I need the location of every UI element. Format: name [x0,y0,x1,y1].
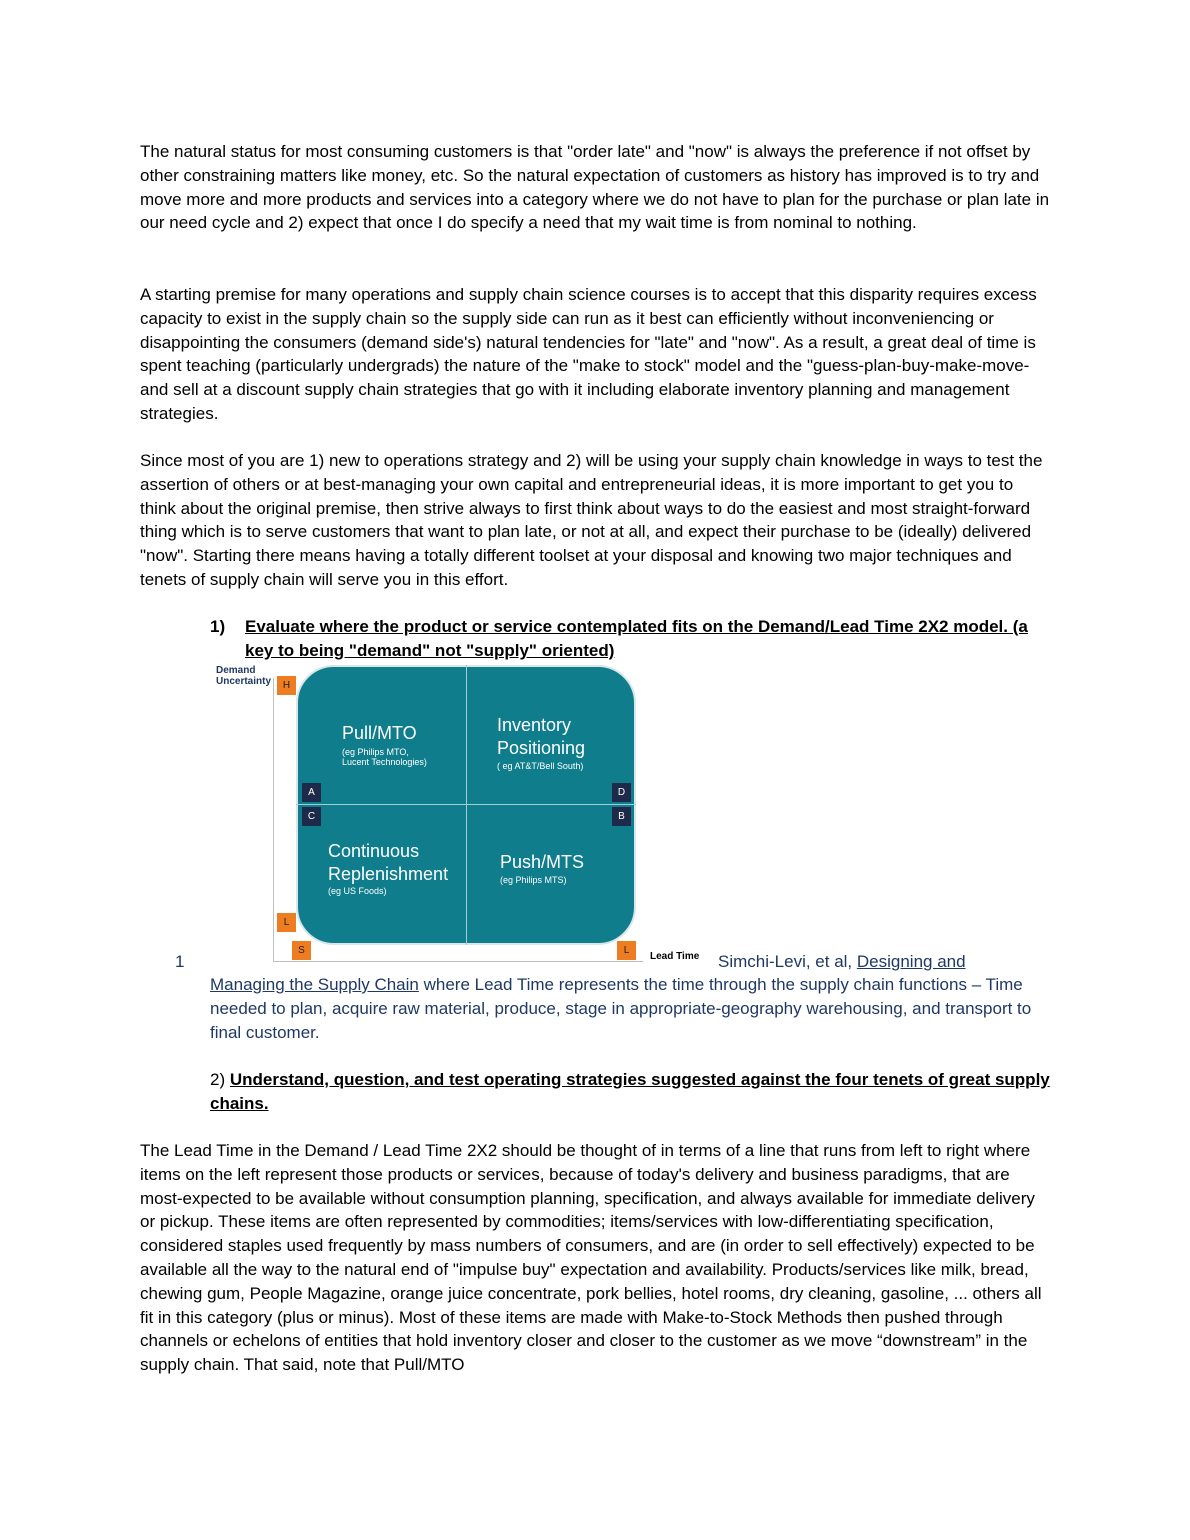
quadrant-continuous-title-2: Replenishment [328,864,449,884]
numbered-item-2 [210,1068,1055,1116]
item-1-number: 1) [210,617,226,636]
quadrant-continuous-example: (eg US Foods) [328,886,387,896]
tag-short: S [292,941,311,960]
tag-a: A [302,783,321,802]
quadrant-horizontal-divider [296,804,636,805]
paragraph-customer-status: The natural status for most consuming customers is that "order late" and "now" is always the preference if not offset by other constraining matters like money, etc. So the natural expectation of customers as history has improved is to try and move more and more products and services into a category where we do not have to plan for the purchase or plan late in our need cycle and 2) expect that once I do specify a need that my wait time is from nominal to nothing. [140,142,1050,233]
quadrant-push-mts-example: (eg Philips MTS) [500,875,567,885]
citation-book-title-part-1[interactable]: Designing and [856,952,966,971]
citation-line-1 [718,950,966,974]
x-axis-line [273,961,643,962]
item-2-number: 2) [210,1070,230,1089]
y-axis-line [273,678,274,961]
tag-d: D [612,783,631,802]
quadrant-pull-mto-example-2: Lucent Technologies) [342,757,427,767]
quadrant-inventory-title-2: Positioning [497,738,586,758]
paragraph-lead-time: The Lead Time in the Demand / Lead Time 2X2 should be thought of in terms of a line that runs from left to right where items on the left represent those products or services, because of today's delivery and business paradigms, that are most-expected to be available without consumption planning, specification, and always available for immediate delivery or pickup. These items are often represented by commodities; items/services with low-differentiating specification, considered staples used frequently by mass numbers of consumers, and are (in order to sell effectively) expected to be available all the way to the natural end of "impulse buy" expectation and availability. Products/services like milk, bread, chewing gum, People Magazine, orange juice concentrate, pork bellies, hotel rooms, dry cleaning, gasoline, ... others all fit in this category (plus or minus). Most of these items are made with Make-to-Stock Methods then pushed through channels or echelons of entities that hold inventory closer and closer to the customer as we move “downstream” in the supply chain. That said, note that Pull/MTO [140,1141,1042,1375]
quadrant-pull-mto-title: Pull/MTO [342,723,417,743]
quadrant-inventory-title-1: Inventory [497,715,572,735]
tag-low-demand: L [277,913,296,932]
quadrant-push-mts-title: Push/MTS [500,852,585,872]
quadrant-vertical-divider [466,665,467,945]
demand-lead-time-2x2-figure [210,662,710,967]
paragraph-starting-premise: A starting premise for many operations and supply chain science courses is to accept that this disparity requires excess capacity to exist in the supply chain so the supply side can run as it best can efficiently without inconveniencing or disappointing the consumers (demand side's) natural tendencies for "late" and "now". As a result, a great deal of time is spent teaching (particularly undergrads) the nature of the "make to stock" model and the "guess-plan-buy-make-move-and sell at a discount supply chain strategies that go with it including elaborate inventory planning and management strategies. [140,285,1037,423]
citation-number: 1 [175,952,185,971]
quadrant-pull-mto-example-1: (eg Philips MTO, [342,747,409,757]
tag-c: C [302,807,321,826]
item-1-heading: Evaluate where the product or service contemplated fits on the Demand/Lead Time 2X2 model. (a key to being "demand" not "supply" oriented) [245,617,1028,660]
quadrant-inventory-example: ( eg AT&T/Bell South) [497,761,584,771]
citation-continuation [210,973,1040,1044]
x-axis-label: Lead Time [650,951,700,962]
tag-b: B [612,807,631,826]
paragraph-new-to-operations: Since most of you are 1) new to operations strategy and 2) will be using your supply chain knowledge in ways to test the assertion of others or at best-managing your own capital and entrepreneurial ideas, it is more important to get you to think about the original premise, then strive always to first think about ways to do the easiest and most straight-forward thing which is to serve customers that want to plan late, or not at all, and expect their purchase to be (ideally) delivered "now". Starting there means having a totally different toolset at your disposal and knowing two major techniques and tenets of supply chain will serve you in this effort. [140,451,1043,589]
quadrant-continuous-title-1: Continuous [328,841,420,861]
citation-book-title-part-2[interactable]: Managing the Supply Chain [210,975,419,994]
item-2-heading: Understand, question, and test operating strategies suggested against the four tenets of great supply chains. [210,1070,1050,1113]
y-axis-label-line-1: Demand [216,665,256,676]
tag-long: L [617,941,636,960]
citation-authors: Simchi-Levi, et al, [718,952,857,971]
citation-description: where Lead Time represents the time through the supply chain functions – Time needed to plan, acquire raw material, produce, stage in appropriate-geography warehousing, and transport to final customer. [210,975,1032,1042]
y-axis-label-line-2: Uncertainty [216,676,272,687]
tag-high: H [277,676,296,695]
y-axis-label [216,665,271,687]
